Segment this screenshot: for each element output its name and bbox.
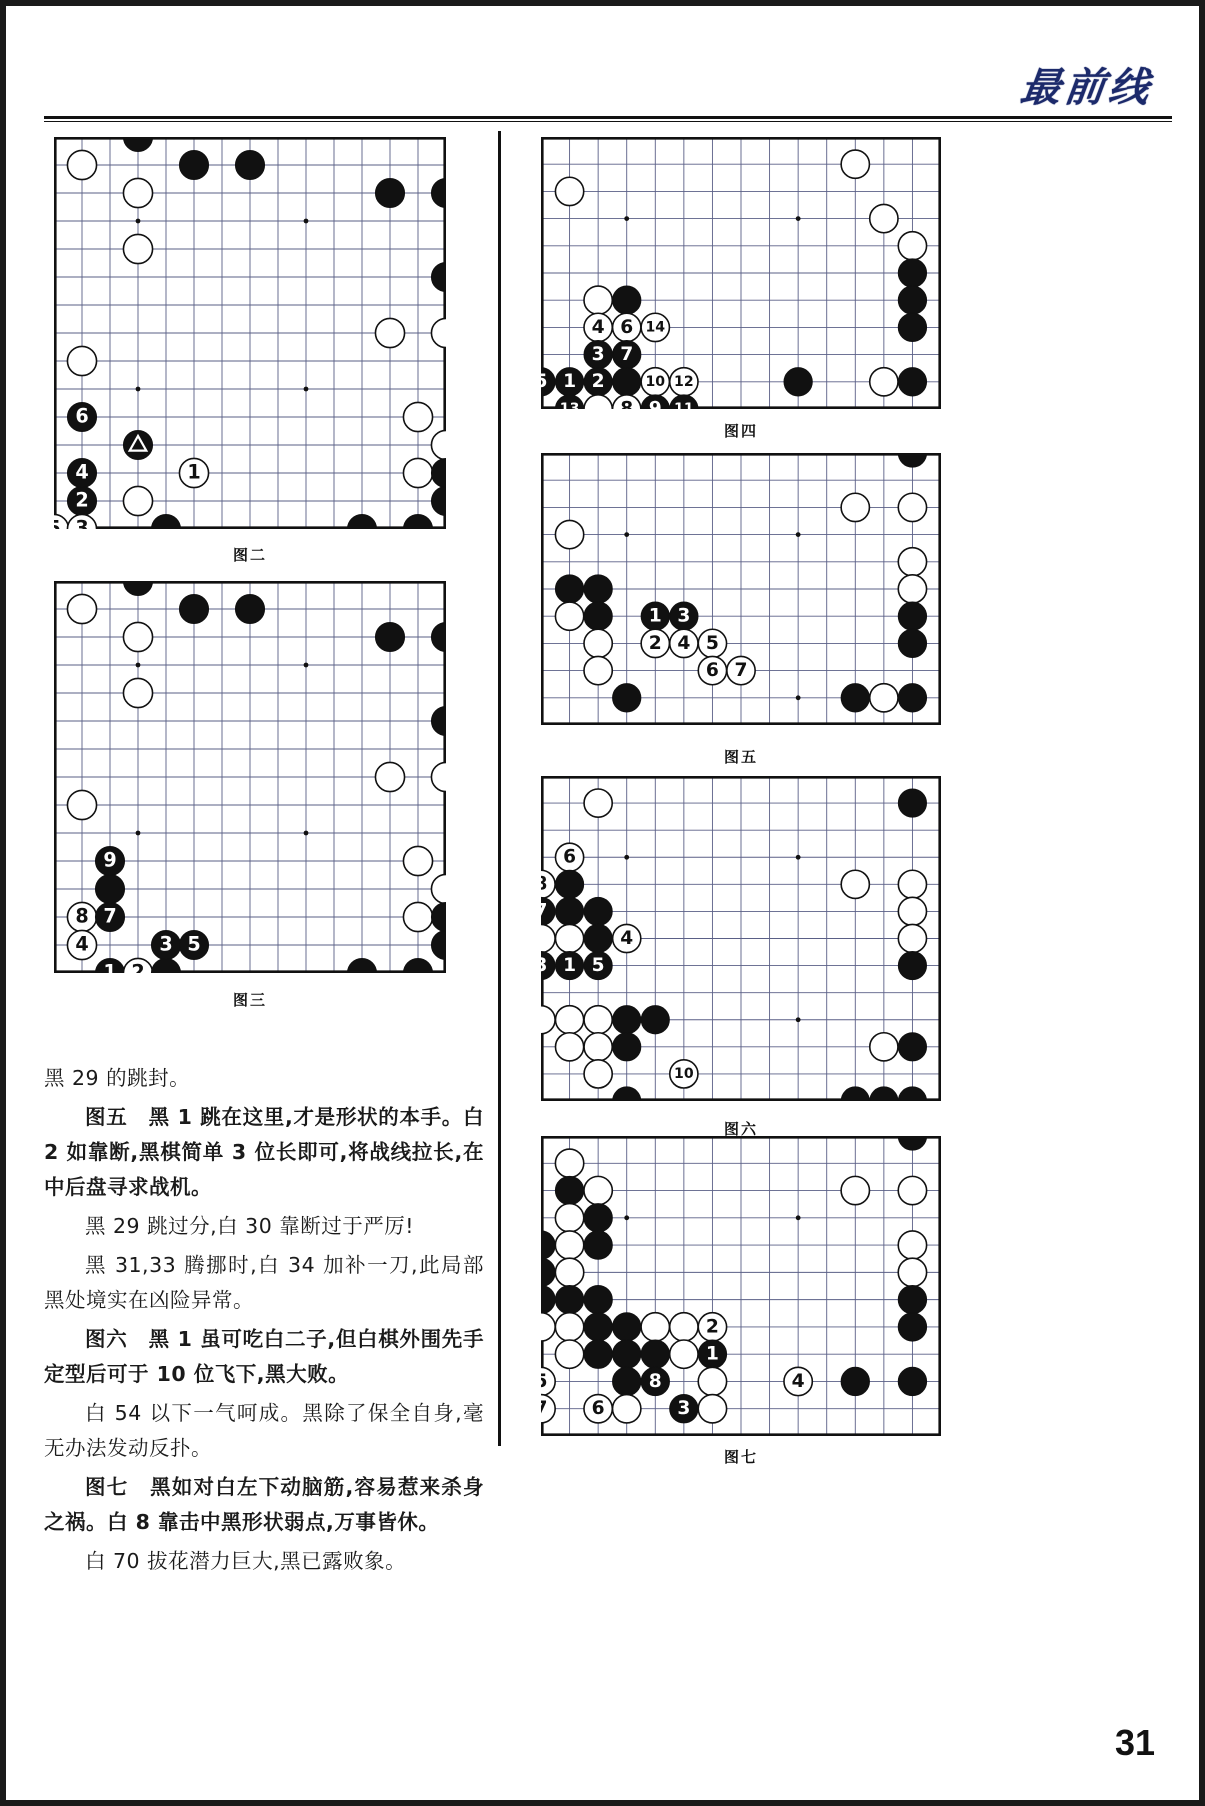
header-logo: 最前线 <box>1017 64 1156 111</box>
header-rule <box>44 116 1172 119</box>
diagram-caption-fig2: 图二 <box>232 546 267 564</box>
go-board-canvas <box>541 1136 941 1436</box>
go-diagram-fig5 <box>541 453 941 725</box>
body-paragraph: 图七 黑如对白左下动脑筋,容易惹来杀身之祸。白 8 靠击中黑形状弱点,万事皆休。 <box>44 1475 484 1534</box>
body-paragraph: 图六 黑 1 虽可吃白二子,但白棋外围先手定型后可于 10 位飞下,黑大败。 <box>44 1327 484 1386</box>
diagram-caption-fig3: 图三 <box>232 991 267 1009</box>
header-rule-thin <box>44 121 1172 122</box>
go-diagram-fig6 <box>541 776 941 1101</box>
go-diagram-fig4 <box>541 137 941 409</box>
body-paragraph: 黑 31,33 腾挪时,白 34 加补一刀,此局部黑处境实在凶险异常。 <box>44 1253 484 1312</box>
go-diagram-fig2 <box>54 137 446 529</box>
go-board-canvas <box>541 453 941 725</box>
body-paragraph: 黑 29 的跳封。 <box>44 1066 191 1090</box>
body-text <box>44 1061 484 1583</box>
body-paragraph: 图五 黑 1 跳在这里,才是形状的本手。白 2 如靠断,黑棋简单 3 位长即可,将战线拉长,在中后盘寻求战机。 <box>44 1105 484 1199</box>
column-divider <box>498 131 501 1446</box>
body-paragraph: 白 70 拔花潜力巨大,黑已露败象。 <box>85 1549 407 1573</box>
diagram-caption-fig5: 图五 <box>723 748 758 766</box>
body-paragraph: 黑 29 跳过分,白 30 靠断过于严厉! <box>85 1214 414 1238</box>
page-number: 31 <box>1114 1722 1155 1763</box>
diagram-caption-fig4: 图四 <box>723 422 758 440</box>
body-paragraph: 白 54 以下一气呵成。黑除了保全自身,毫无办法发动反扑。 <box>44 1401 484 1460</box>
go-board-canvas <box>54 581 446 973</box>
diagram-caption-fig6: 图六 <box>723 1120 758 1138</box>
go-diagram-fig7 <box>541 1136 941 1436</box>
go-board-canvas <box>541 137 941 409</box>
diagram-caption-fig7: 图七 <box>723 1448 758 1466</box>
go-board-canvas <box>54 137 446 529</box>
go-diagram-fig3 <box>54 581 446 973</box>
go-board-canvas <box>541 776 941 1101</box>
